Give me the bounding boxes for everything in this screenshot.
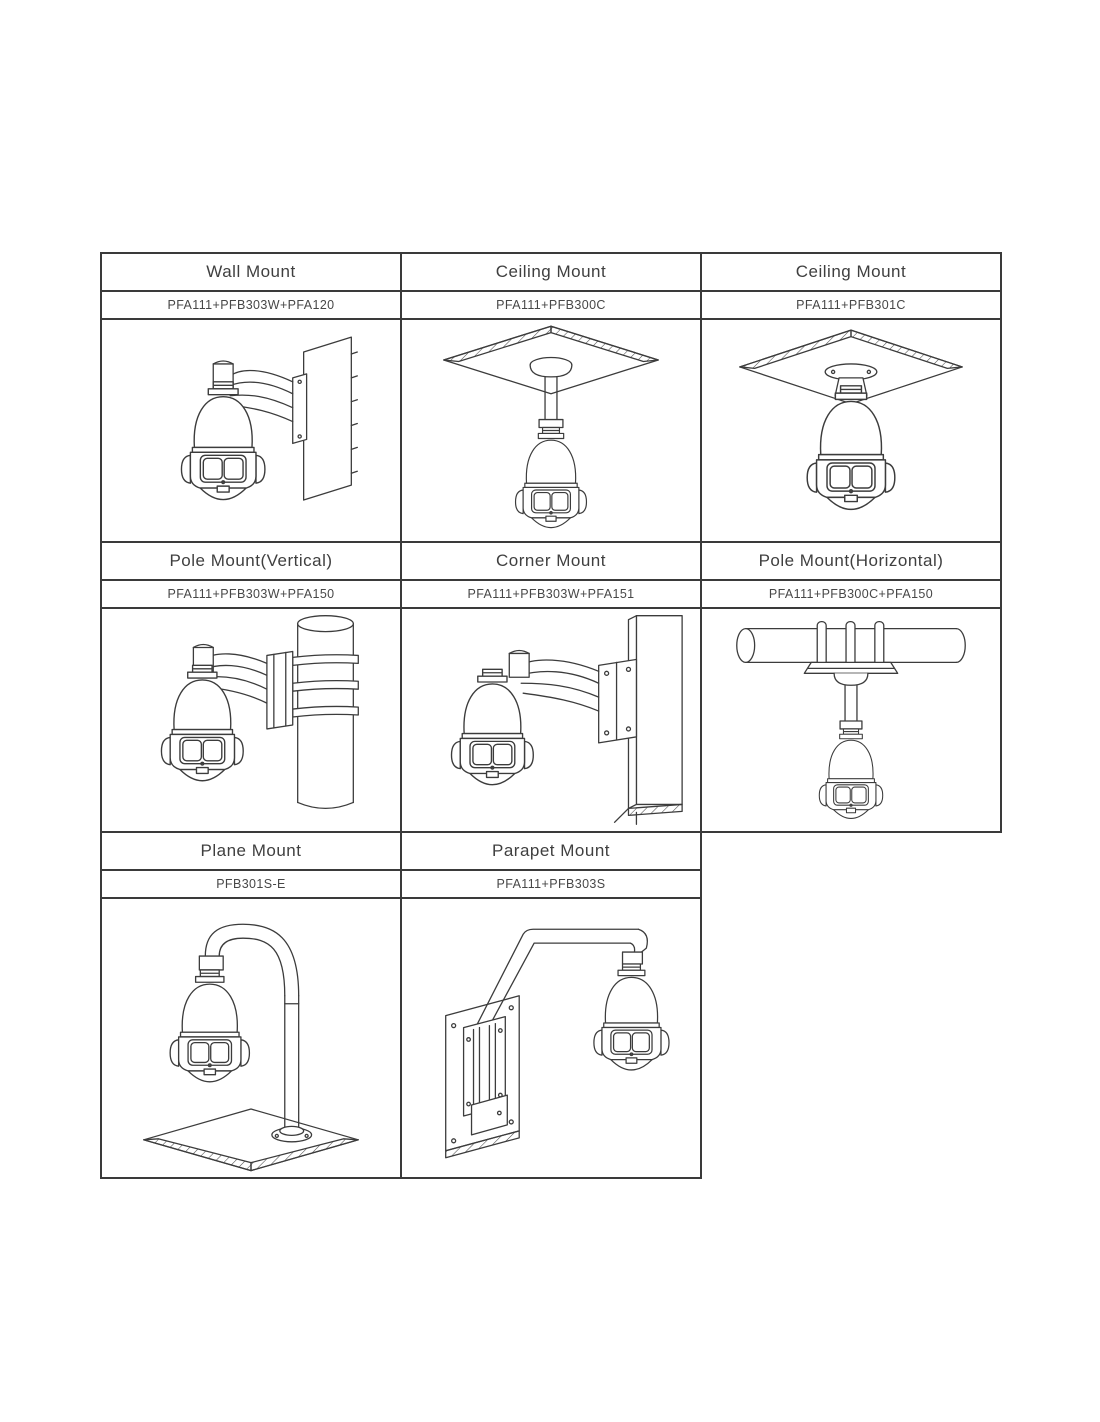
mount-part-codes: PFA111+PFB303W+PFA151 xyxy=(402,581,700,609)
mount-title: Ceiling Mount xyxy=(402,254,700,292)
cell-ceiling-mount-pendant xyxy=(400,252,702,543)
cell-pole-mount-vertical xyxy=(100,541,402,833)
mount-title: Pole Mount(Horizontal) xyxy=(702,543,1000,581)
cell-wall-mount xyxy=(100,252,402,543)
mount-part-codes: PFA111+PFB300C+PFA150 xyxy=(702,581,1000,609)
cell-corner-mount xyxy=(400,541,702,833)
mount-title: Corner Mount xyxy=(402,543,700,581)
mount-title: Ceiling Mount xyxy=(702,254,1000,292)
mount-title: Pole Mount(Vertical) xyxy=(102,543,400,581)
mount-title: Parapet Mount xyxy=(402,833,700,871)
plane-mount-drawing xyxy=(102,899,400,1177)
cell-pole-mount-horizontal xyxy=(700,541,1002,833)
ceiling-mount-direct-drawing xyxy=(702,320,1000,541)
pole-mount-vertical-drawing xyxy=(102,609,400,831)
mount-title: Plane Mount xyxy=(102,833,400,871)
mount-part-codes: PFA111+PFB301C xyxy=(702,292,1000,320)
mount-part-codes: PFA111+PFB303S xyxy=(402,871,700,899)
ceiling-mount-pendant-drawing xyxy=(402,320,700,541)
parapet-mount-drawing xyxy=(402,899,700,1177)
cell-ceiling-mount-direct xyxy=(700,252,1002,543)
mount-part-codes: PFA111+PFB303W+PFA120 xyxy=(102,292,400,320)
mount-part-codes: PFA111+PFB300C xyxy=(402,292,700,320)
pole-mount-horizontal-drawing xyxy=(702,609,1000,831)
cell-parapet-mount xyxy=(400,831,702,1179)
wall-mount-drawing xyxy=(102,320,400,541)
cell-plane-mount xyxy=(100,831,402,1179)
mount-part-codes: PFB301S-E xyxy=(102,871,400,899)
mount-title: Wall Mount xyxy=(102,254,400,292)
mount-part-codes: PFA111+PFB303W+PFA150 xyxy=(102,581,400,609)
corner-mount-drawing xyxy=(402,609,700,831)
